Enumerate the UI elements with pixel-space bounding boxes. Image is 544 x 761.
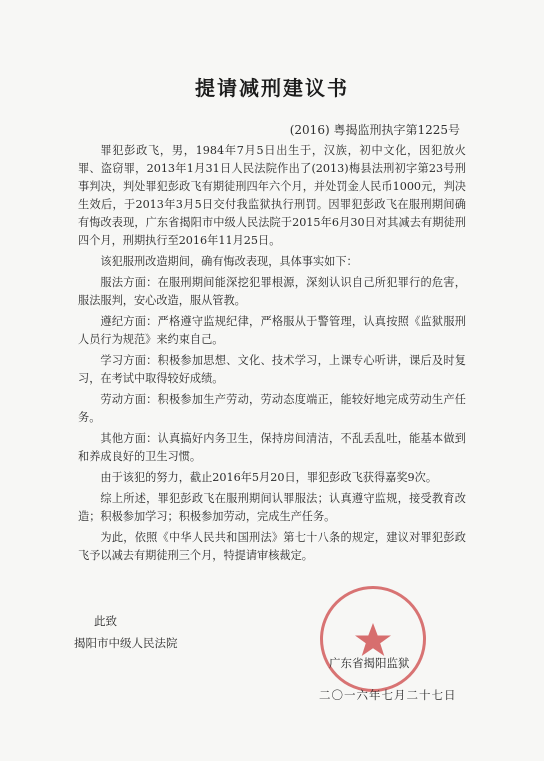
- closing-recipient: 揭阳市中级人民法院: [74, 636, 178, 650]
- closing-block: [74, 610, 178, 654]
- paragraph-discipline: 遵纪方面：严格遵守监规纪律，严格服从于警管理，认真按照《监狱服刑人员行为规范》来约束自己。: [78, 315, 466, 346]
- paragraph-background: 罪犯彭政飞，男，1984年7月5日出生于，汉族，初中文化，因犯放火罪、盗窃罪，2013年1月31日人民法院作出了(2013)梅县法刑初字第23号刑事判决，判处罪犯彭政飞有期徒刑四年六个月，并处罚金人民币1000元，判决生效后，于2013年3月5日交付我监狱执行刑罚。因罪犯彭政飞在服刑期间确有悔改表现，广东省揭阳市中级人民法院于2015年6月30日对其减去有期徒刑四个月，刑期执行至2016年11月25日。: [78, 144, 466, 247]
- paragraph-law-compliance: 服法方面：在服刑期间能深挖犯罪根源，深刻认识自己所犯罪行的危害，服法服判，安心改造，服从管教。: [78, 276, 466, 307]
- closing-salutation: 此致: [94, 614, 117, 628]
- sender-name: 广东省揭阳监狱: [329, 656, 410, 670]
- paragraph-study: 学习方面：积极参加思想、文化、技术学习，上课专心听讲，课后及时复习，在考试中取得较好成绩。: [78, 354, 466, 385]
- paragraph-labor: 劳动方面：积极参加生产劳动，劳动态度端正，能较好地完成劳动生产任务。: [78, 393, 466, 424]
- document-title: 提请减刑建议书: [195, 76, 349, 100]
- document-date: 二〇一六年七月二十七日: [319, 688, 457, 702]
- paragraph-other: 其他方面：认真搞好内务卫生，保持房间清洁，不乱丢乱吐，能基本做到和养成良好的卫生习惯。: [78, 432, 466, 463]
- official-seal: [320, 586, 426, 692]
- seal-star-icon: [323, 589, 423, 689]
- paragraph-awards: 由于该犯的努力，截止2016年5月20日，罪犯彭政飞获得嘉奖9次。: [100, 471, 438, 484]
- document-number: (2016) 粤揭监刑执字第1225号: [289, 123, 460, 137]
- paragraph-recommendation: 为此，依照《中华人民共和国刑法》第七十八条的规定，建议对罪犯彭政飞予以减去有期徒刑三个月，特提请审核裁定。: [78, 531, 466, 562]
- paragraph-intro: 该犯服刑改造期间，确有悔改表现，具体事实如下：: [100, 255, 358, 268]
- paragraph-summary: 综上所述，罪犯彭政飞在服刑期间认罪服法；认真遵守监规，接受教育改造；积极参加学习；积极参加劳动，完成生产任务。: [78, 492, 466, 523]
- document-body: [78, 142, 466, 568]
